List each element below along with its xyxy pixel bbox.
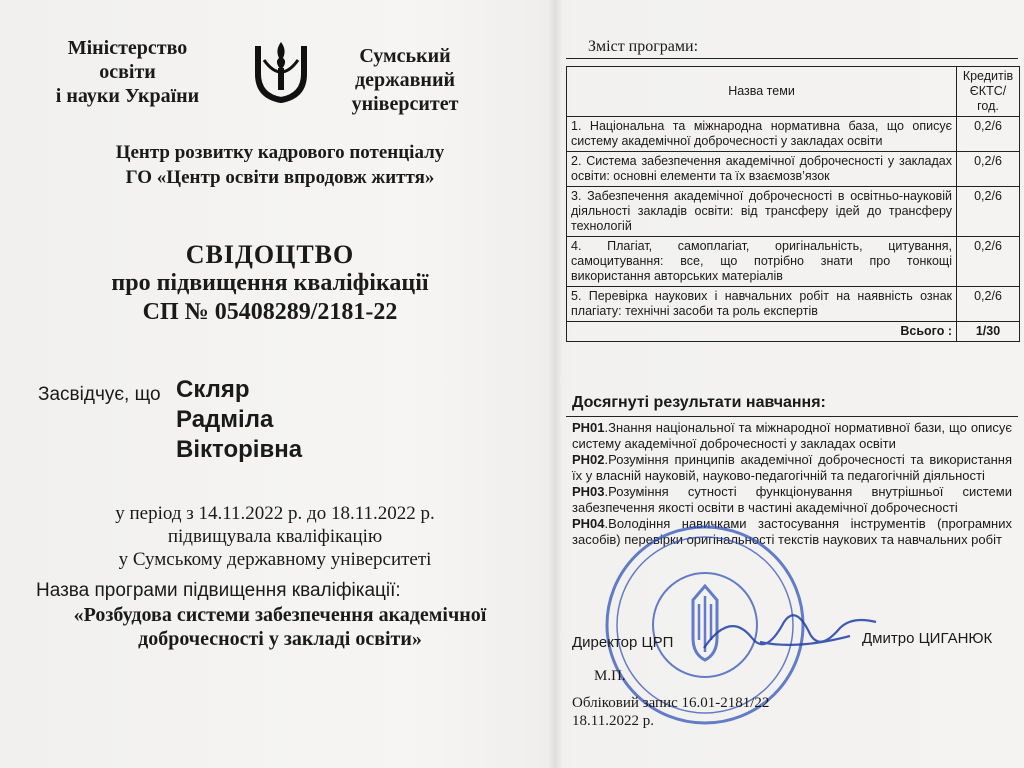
page-fold xyxy=(548,0,562,768)
result-item xyxy=(572,484,1012,516)
credit-cell: 0,2/6 xyxy=(957,287,1020,322)
center-line: Центр розвитку кадрового потенціалу xyxy=(115,142,445,163)
program-label: Назва програми підвищення кваліфікації: xyxy=(36,580,401,601)
topic-cell: 3. Забезпечення академічної доброчесності в освітньо-науковій діяльності закладів освіти: від трансферу ідей до трансферу технологій xyxy=(567,187,957,237)
result-text: .Володіння навичками застосування інструментів (програмних засобів) перевірки оригінальності текстів наукових та навчальних робіт xyxy=(572,516,1012,547)
director-signature-icon xyxy=(700,600,880,670)
surname: Скляр xyxy=(176,376,250,403)
patronymic: Вікторівна xyxy=(176,436,303,463)
table-header-row xyxy=(567,67,1020,117)
center-line: ГО «Центр освіти впродовж життя» xyxy=(125,167,435,188)
topics-table xyxy=(566,66,1020,342)
person-name xyxy=(176,375,302,465)
certificate-number: СП № 05408289/2181-22 xyxy=(142,299,398,325)
header-topic: Назва теми xyxy=(567,67,957,117)
topic-cell: 1. Національна та міжнародна нормативна база, що описує систему академічної доброчесності у закладах освіти xyxy=(567,117,957,152)
university-heading xyxy=(330,44,480,116)
period-dates: у період з 14.11.2022 р. до 18.11.2022 р. xyxy=(115,503,435,524)
topic-cell: 2. Система забезпечення академічної доброчесності у закладах освіти: основні елементи та їх взаємозв’язок xyxy=(567,152,957,187)
table-row xyxy=(567,187,1020,237)
university-line: Сумський xyxy=(359,45,451,67)
credit-cell: 0,2/6 xyxy=(957,187,1020,237)
result-code: РН04 xyxy=(572,516,605,531)
result-item xyxy=(572,420,1012,452)
contents-title: Зміст програми: xyxy=(588,38,699,55)
result-item xyxy=(572,452,1012,484)
certificate-title-block xyxy=(40,240,500,327)
certificate-title: СВІДОЦТВО xyxy=(185,240,355,269)
divider xyxy=(566,58,1018,59)
table-row xyxy=(567,152,1020,187)
header-credits-line: Кредитів xyxy=(962,69,1014,83)
ministry-heading xyxy=(35,36,220,108)
ministry-line: освіти xyxy=(99,61,156,83)
credit-cell: 0,2/6 xyxy=(957,152,1020,187)
director-name: Дмитро ЦИГАНЮК xyxy=(862,630,993,647)
total-label: Всього : xyxy=(567,322,957,342)
credit-cell: 0,2/6 xyxy=(957,117,1020,152)
university-line: державний xyxy=(355,69,455,91)
table-row xyxy=(567,237,1020,287)
table-row xyxy=(567,117,1020,152)
header-credits xyxy=(957,67,1020,117)
program-name-line: доброчесності у закладі освіти» xyxy=(138,628,422,650)
period-place: у Сумському державному університеті xyxy=(118,549,432,570)
program-name-line: «Розбудова системи забезпечення академічної xyxy=(73,604,487,626)
record-number: Обліковий запис 16.01-2181/22 xyxy=(572,695,770,711)
university-line: університет xyxy=(351,93,459,115)
training-center-name xyxy=(60,140,500,190)
training-period xyxy=(60,502,490,571)
record-date: 18.11.2022 р. xyxy=(572,713,654,729)
ministry-line: і науки України xyxy=(55,85,200,107)
results-title: Досягнуті результати навчання: xyxy=(572,394,826,411)
period-action: підвищувала кваліфікацію xyxy=(167,526,383,547)
topic-cell: 5. Перевірка наукових і навчальних робіт на наявність ознак плагіату: технічні засоби та роль експертів xyxy=(567,287,957,322)
header-credits-line: год. xyxy=(977,99,999,113)
credit-cell: 0,2/6 xyxy=(957,237,1020,287)
result-code: РН02 xyxy=(572,452,605,467)
result-code: РН03 xyxy=(572,484,605,499)
ministry-line: Міністерство xyxy=(67,37,188,59)
table-row xyxy=(567,287,1020,322)
program-name xyxy=(30,603,530,651)
result-text: .Розуміння принципів академічної доброчесності та використання їх у власній науковій, науково-педагогічній та педагогічній діяльності xyxy=(572,452,1012,483)
result-text: .Знання національної та міжнародної нормативної бази, що описує систему академічної доброчесності у закладах освіти xyxy=(572,420,1012,451)
topic-cell: 4. Плагіат, самоплагіат, оригінальність, цитування, самоцитування: все, що потрібно знати про тонкощі використання авторських матеріалів xyxy=(567,237,957,287)
certifies-label: Засвідчує, що xyxy=(38,384,161,405)
first-name: Радміла xyxy=(176,406,274,433)
certificate-subtitle: про підвищення кваліфікації xyxy=(111,270,429,296)
result-text: .Розуміння сутності функціонування внутрішньої системи забезпечення якості освіти в частині академічної доброчесності xyxy=(572,484,1012,515)
university-logo-icon xyxy=(250,40,312,106)
total-row xyxy=(567,322,1020,342)
header-credits-line: ЄКТС/ xyxy=(969,84,1007,98)
result-code: РН01 xyxy=(572,420,605,435)
divider xyxy=(566,416,1018,417)
registration-record xyxy=(572,694,769,730)
total-value: 1/30 xyxy=(957,322,1020,342)
seal-placeholder: М.П. xyxy=(594,668,626,684)
director-label: Директор ЦРП xyxy=(572,634,674,651)
